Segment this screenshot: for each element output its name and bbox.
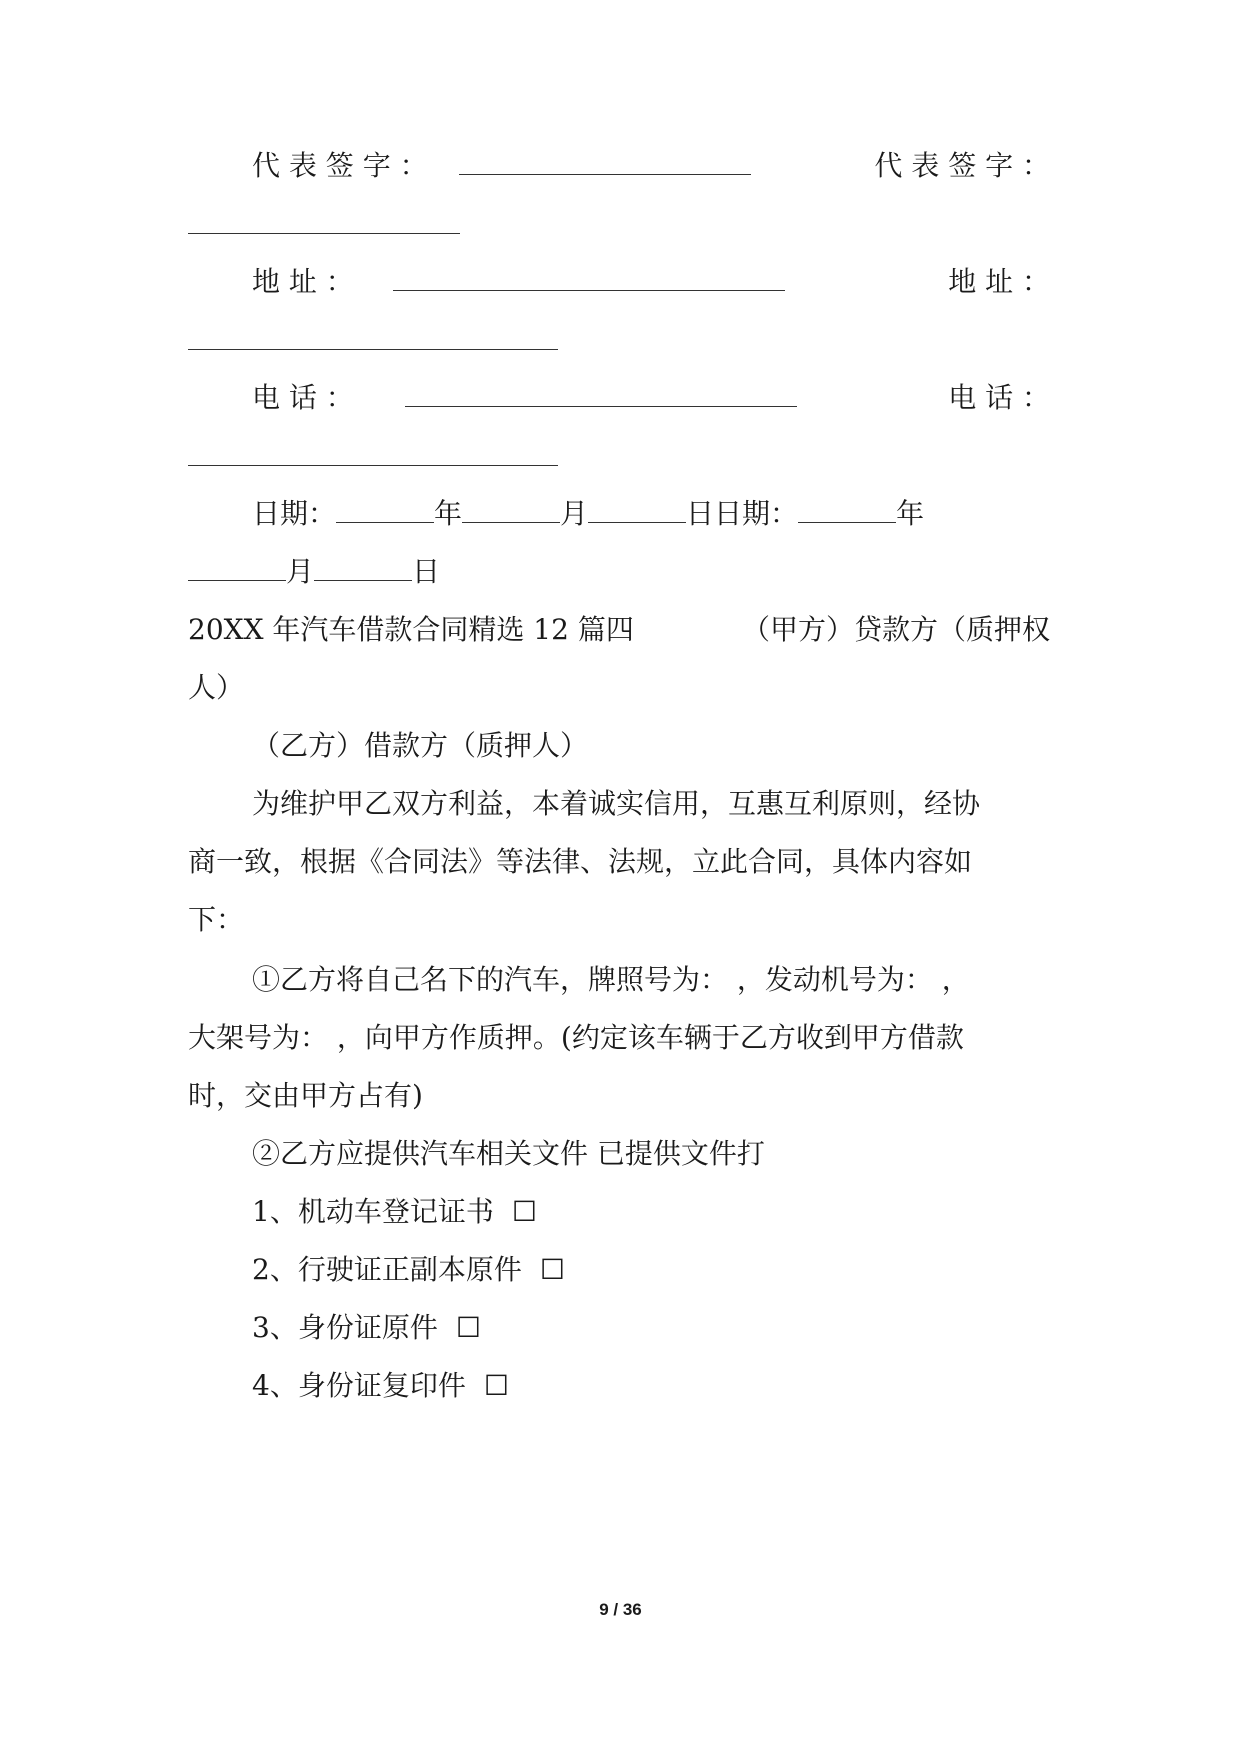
checklist-item <box>252 1366 1050 1406</box>
date-label-1: 日期： <box>252 497 337 530</box>
phone-label-left: 电 话 ： <box>252 381 354 414</box>
contract-title-row <box>188 610 1050 650</box>
address-row <box>252 262 1050 302</box>
address-label-right: 地 址 ： <box>948 265 1050 298</box>
clause2-line: ②乙方应提供汽车相关文件 已提供文件打 <box>252 1137 765 1170</box>
day-label-2: 日 <box>412 555 441 588</box>
page-number: 9 / 36 <box>599 1600 642 1619</box>
phone-label-right: 电 话 ： <box>948 381 1050 414</box>
date-row-cont <box>188 552 1050 592</box>
phone-blank-left <box>405 380 797 407</box>
rep-sign-blank-left <box>459 148 751 175</box>
clause1-line-3: 时，交由甲方占有) <box>188 1079 423 1112</box>
checkbox-icon[interactable]: ☐ <box>511 1195 537 1228</box>
party-b-label: （乙方）借款方（质押人） <box>252 729 589 762</box>
day-blank-1 <box>588 496 686 523</box>
rep-sign-row <box>252 146 1050 186</box>
clause1-line-1: ①乙方将自己名下的汽车，牌照号为： ，发动机号为： ， <box>252 963 970 996</box>
checklist-item-label: 1、机动车登记证书 <box>252 1195 494 1228</box>
address-label-left: 地 址 ： <box>252 265 354 298</box>
checklist-item-label: 4、身份证复印件 <box>252 1369 466 1402</box>
checklist-item-label: 3、身份证原件 <box>252 1311 438 1344</box>
address-blank-right <box>188 348 558 350</box>
checklist-item <box>252 1308 1050 1348</box>
party-a-cont: 人） <box>188 671 245 704</box>
rep-sign-label-left: 代 表 签 字 ： <box>252 149 428 182</box>
intro-line-2: 商一致，根据《合同法》等法律、法规，立此合同，具体内容如 <box>188 845 973 878</box>
rep-sign-label-right: 代 表 签 字 ： <box>874 149 1050 182</box>
month-label-2: 月 <box>286 555 315 588</box>
checklist-item <box>252 1250 1050 1290</box>
day-date-label-2: 日日期： <box>686 497 799 530</box>
month-blank-2 <box>188 554 286 581</box>
month-label-1: 月 <box>560 497 589 530</box>
year-blank-1 <box>336 496 434 523</box>
year-label-1: 年 <box>434 497 463 530</box>
checklist-item <box>252 1192 1050 1232</box>
checkbox-icon[interactable]: ☐ <box>455 1311 481 1344</box>
year-blank-2 <box>798 496 896 523</box>
intro-line-3: 下： <box>188 903 245 936</box>
checkbox-icon[interactable]: ☐ <box>539 1253 565 1286</box>
phone-row <box>252 378 1050 418</box>
date-row <box>252 494 1050 534</box>
intro-line-1: 为维护甲乙双方利益，本着诚实信用，互惠互利原则，经协 <box>252 787 981 820</box>
phone-blank-right <box>188 464 558 466</box>
checkbox-icon[interactable]: ☐ <box>483 1369 509 1402</box>
checklist-item-label: 2、行驶证正副本原件 <box>252 1253 522 1286</box>
month-blank-1 <box>462 496 560 523</box>
address-blank-left <box>393 264 785 291</box>
rep-sign-blank-right <box>188 232 460 234</box>
contract-title: 20XX 年汽车借款合同精选 12 篇四 <box>188 613 634 646</box>
party-a-label: （甲方）贷款方（质押权 <box>741 613 1050 646</box>
clause1-line-2: 大架号为： ，向甲方作质押。(约定该车辆于乙方收到甲方借款 <box>188 1021 964 1054</box>
day-blank-2 <box>314 554 412 581</box>
year-label-2: 年 <box>896 497 925 530</box>
